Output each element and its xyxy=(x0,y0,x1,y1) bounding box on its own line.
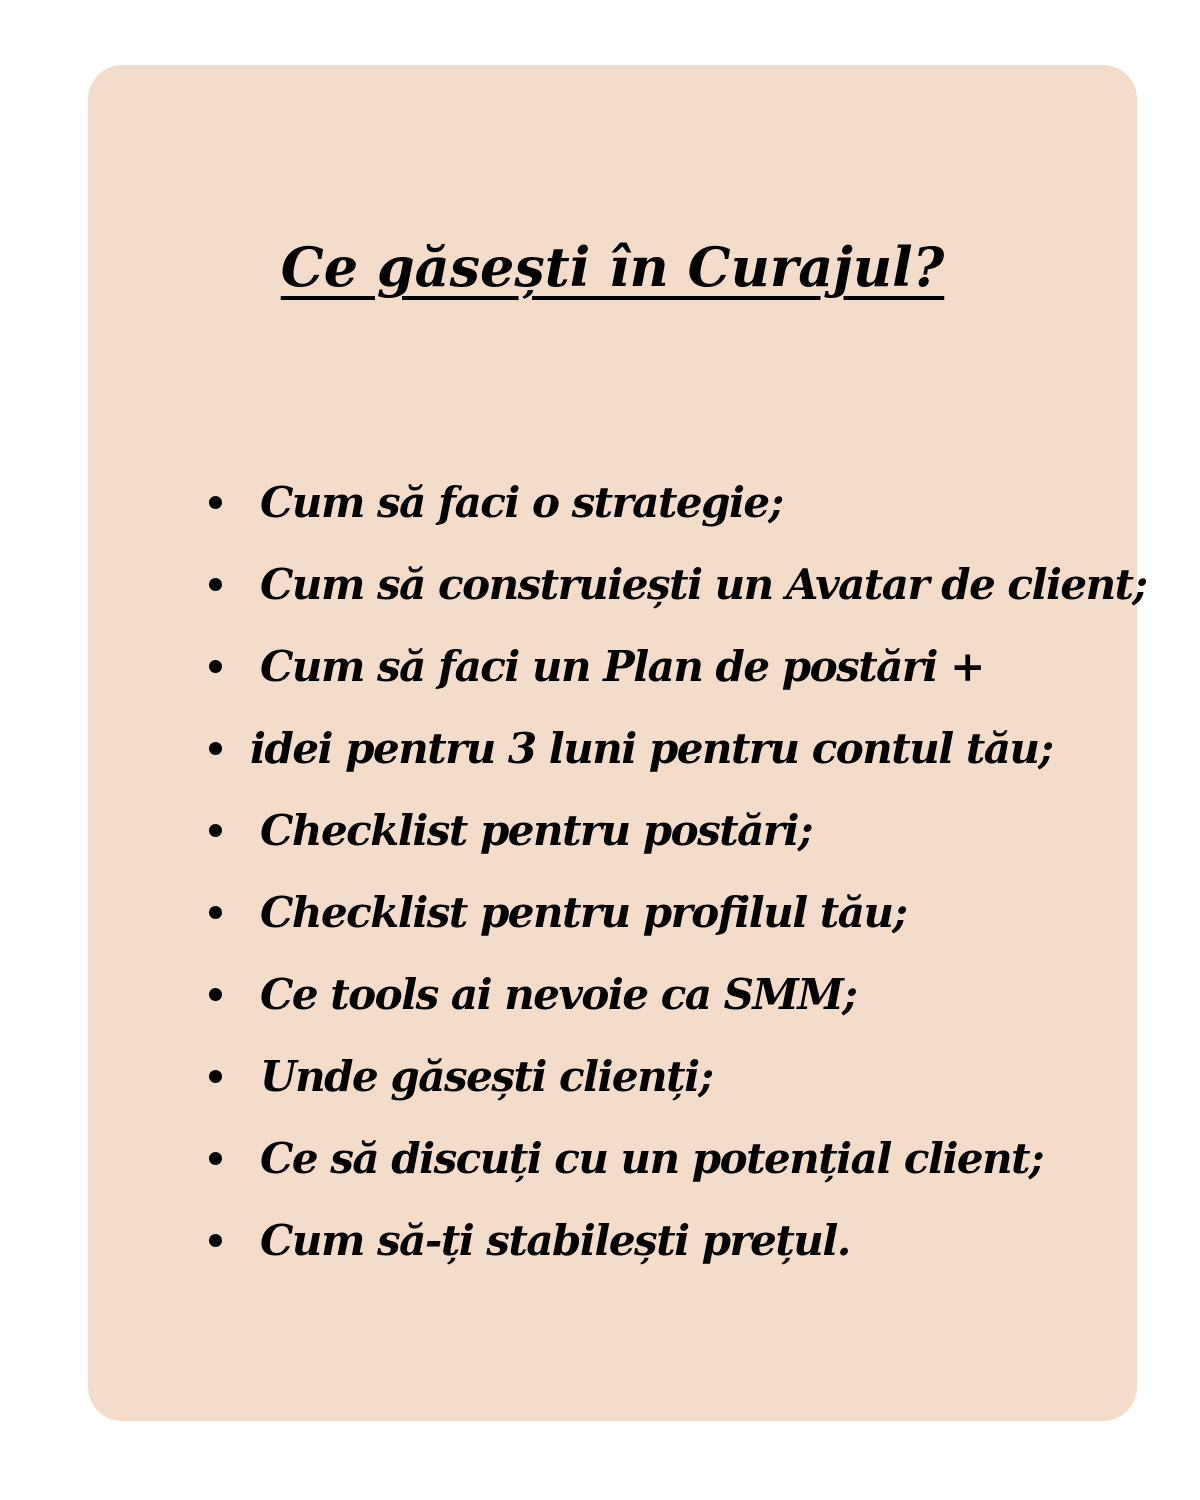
list-item xyxy=(209,789,1147,871)
list-item-text: Cum să faci o strategie; xyxy=(260,477,783,527)
list-item xyxy=(209,543,1147,625)
list-item xyxy=(209,707,1147,789)
list-item-text: Checklist pentru postări; xyxy=(260,805,812,855)
bullet-icon xyxy=(209,660,222,673)
feature-list xyxy=(209,461,1147,1281)
list-item-text: Cum să faci un Plan de postări + xyxy=(260,641,984,691)
bullet-icon xyxy=(209,1234,222,1247)
bullet-icon xyxy=(209,742,222,755)
list-item-text: Checklist pentru profilul tău; xyxy=(260,887,907,937)
list-item-text: Ce să discuți cu un potențial client; xyxy=(260,1133,1044,1183)
list-item-text: Unde găsești clienți; xyxy=(260,1051,713,1101)
list-item xyxy=(209,625,1147,707)
bullet-icon xyxy=(209,578,222,591)
list-item xyxy=(209,953,1147,1035)
list-item-text: Ce tools ai nevoie ca SMM; xyxy=(260,969,857,1019)
list-item-text: idei pentru 3 luni pentru contul tău; xyxy=(250,723,1053,773)
page-title: Ce găsești în Curajul? xyxy=(280,235,945,299)
list-item xyxy=(209,871,1147,953)
bullet-icon xyxy=(209,906,222,919)
bullet-icon xyxy=(209,824,222,837)
list-item xyxy=(209,1035,1147,1117)
list-item xyxy=(209,461,1147,543)
bullet-icon xyxy=(209,988,222,1001)
bullet-icon xyxy=(209,1152,222,1165)
list-item-text: Cum să construiești un Avatar de client; xyxy=(260,559,1147,609)
list-item xyxy=(209,1199,1147,1281)
bullet-icon xyxy=(209,1070,222,1083)
list-item xyxy=(209,1117,1147,1199)
content-card xyxy=(88,65,1147,1421)
list-item-text: Cum să-ți stabilești prețul. xyxy=(260,1215,850,1265)
bullet-icon xyxy=(209,496,222,509)
